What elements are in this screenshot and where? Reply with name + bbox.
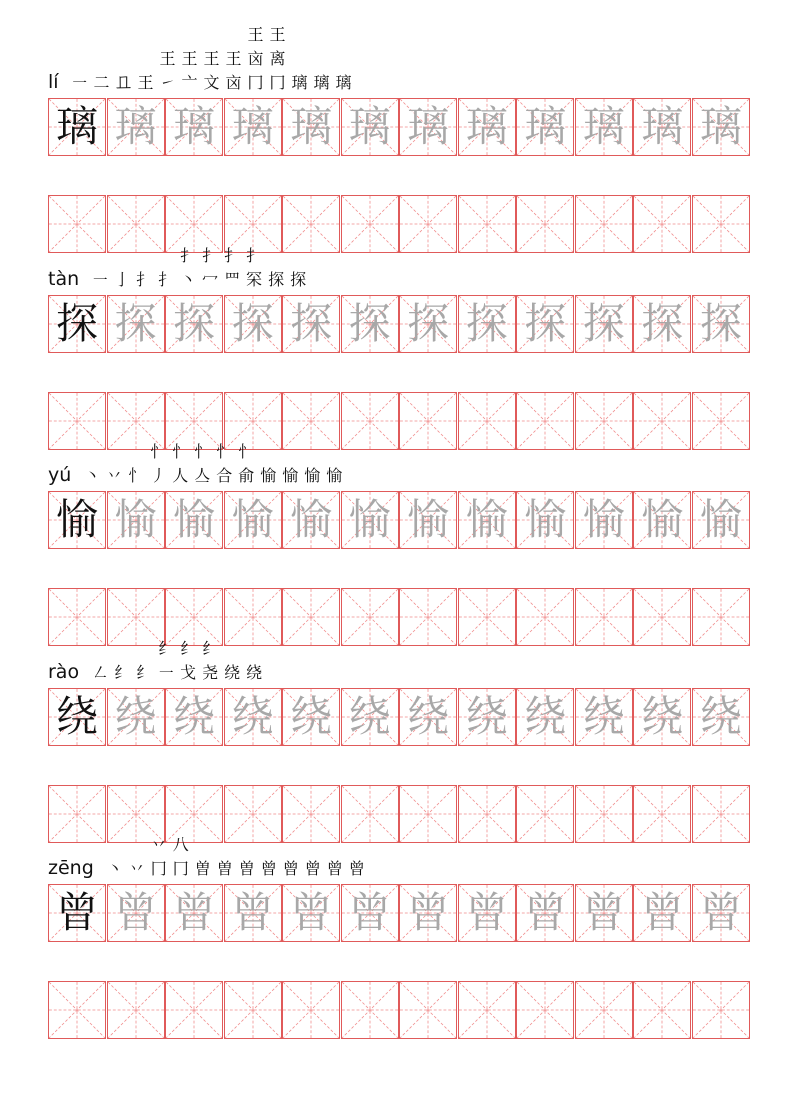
grid-cell[interactable] <box>399 195 457 253</box>
pinyin-stroke-line <box>48 442 345 488</box>
grid-cell[interactable] <box>692 785 750 843</box>
trace-character: 曾 <box>348 888 391 937</box>
grid-cell[interactable] <box>48 98 106 156</box>
tracing-row <box>48 491 752 549</box>
grid-cell[interactable] <box>399 491 457 549</box>
trace-character: 探 <box>524 299 567 348</box>
grid-cell[interactable] <box>224 491 282 549</box>
grid-cell[interactable] <box>399 785 457 843</box>
trace-character: 绕 <box>290 692 333 741</box>
stroke-step: 王 <box>137 73 154 92</box>
trace-character: 愉 <box>641 495 684 544</box>
grid-cell[interactable] <box>165 884 223 942</box>
grid-cell[interactable] <box>692 392 750 450</box>
grid-cell[interactable] <box>458 195 516 253</box>
stroke-step: 曾 <box>326 859 343 878</box>
grid-cell[interactable] <box>224 884 282 942</box>
grid-cell[interactable] <box>692 98 750 156</box>
stroke-step: 纟㇐ <box>158 639 175 682</box>
stroke-step: 王亠 <box>181 49 198 92</box>
trace-character: 璃 <box>290 102 333 151</box>
trace-character: 曾 <box>290 888 333 937</box>
stroke-step: 丷 <box>106 466 123 485</box>
trace-character: 绕 <box>114 692 157 741</box>
grid-cell[interactable] <box>458 392 516 450</box>
pinyin-stroke-line <box>48 25 355 95</box>
character-section <box>48 442 752 638</box>
trace-character: 愉 <box>524 495 567 544</box>
trace-character: 绕 <box>407 692 450 741</box>
mi-grid-guides <box>517 196 573 252</box>
stroke-step: 𠀃 <box>115 73 132 92</box>
stroke-step: 绕 <box>224 663 241 682</box>
mi-grid-guides <box>576 589 632 645</box>
trace-character: 曾 <box>465 888 508 937</box>
grid-cell[interactable] <box>282 981 340 1039</box>
grid-cell[interactable] <box>633 195 691 253</box>
grid-cell[interactable] <box>107 981 165 1039</box>
trace-character: 璃 <box>641 102 684 151</box>
stroke-step: 丶 <box>106 859 123 878</box>
stroke-step: 探 <box>290 270 307 289</box>
mi-grid-guides <box>108 982 164 1038</box>
stroke-step: 扌冖 <box>202 246 219 289</box>
stroke-step: 忄人 <box>172 442 189 485</box>
stroke-step: 忄丿 <box>150 442 167 485</box>
stroke-step: 忄俞 <box>238 442 255 485</box>
stroke-step: 曽 <box>194 859 211 878</box>
stroke-step: 忄亼 <box>194 442 211 485</box>
blank-practice-row <box>48 981 752 1039</box>
grid-cell[interactable] <box>458 491 516 549</box>
mi-grid-guides <box>400 196 456 252</box>
grid-cell[interactable] <box>48 884 106 942</box>
grid-cell[interactable] <box>458 588 516 646</box>
mi-grid-guides <box>576 196 632 252</box>
trace-character: 探 <box>407 299 450 348</box>
mi-grid-guides <box>517 786 573 842</box>
trace-character: 璃 <box>699 102 742 151</box>
grid-cell[interactable] <box>282 688 340 746</box>
mi-grid-guides <box>517 589 573 645</box>
grid-cell[interactable] <box>399 98 457 156</box>
trace-character: 绕 <box>582 692 625 741</box>
grid-cell[interactable] <box>224 981 282 1039</box>
grid-cell[interactable] <box>165 981 223 1039</box>
stroke-step: 丷冂 <box>150 835 167 878</box>
tracing-row <box>48 295 752 353</box>
trace-character: 曾 <box>231 888 274 937</box>
grid-cell[interactable] <box>282 588 340 646</box>
grid-cell[interactable] <box>165 98 223 156</box>
stroke-step: 王文 <box>203 49 220 92</box>
grid-cell[interactable] <box>458 884 516 942</box>
pinyin-stroke-line <box>48 639 265 685</box>
grid-cell[interactable] <box>224 688 282 746</box>
grid-cell[interactable] <box>107 98 165 156</box>
model-character: 绕 <box>55 692 98 741</box>
grid-cell[interactable] <box>633 98 691 156</box>
grid-cell[interactable] <box>692 981 750 1039</box>
mi-grid-guides <box>342 982 398 1038</box>
grid-cell[interactable] <box>165 295 223 353</box>
stroke-step: 曾 <box>304 859 321 878</box>
grid-cell[interactable] <box>458 785 516 843</box>
trace-character: 愉 <box>699 495 742 544</box>
model-character: 愉 <box>55 495 98 544</box>
tracing-row <box>48 98 752 156</box>
grid-cell[interactable] <box>575 884 633 942</box>
stroke-order-sequence <box>89 637 265 685</box>
trace-character: 璃 <box>173 102 216 151</box>
stroke-step: 探 <box>268 270 285 289</box>
stroke-order-sequence <box>69 23 355 95</box>
grid-cell[interactable] <box>48 688 106 746</box>
grid-cell[interactable] <box>516 98 574 156</box>
trace-character: 愉 <box>407 495 450 544</box>
grid-cell[interactable] <box>633 688 691 746</box>
stroke-step: 亅 <box>114 270 131 289</box>
stroke-order-sequence <box>89 244 309 292</box>
grid-cell[interactable] <box>282 98 340 156</box>
pinyin-label: tàn <box>48 268 80 290</box>
grid-cell[interactable] <box>575 195 633 253</box>
stroke-step: 王㇀ <box>159 49 176 92</box>
stroke-step: 扌罙 <box>246 246 263 289</box>
trace-character: 探 <box>641 299 684 348</box>
character-section <box>48 25 752 245</box>
mi-grid-guides <box>400 982 456 1038</box>
mi-grid-guides <box>166 982 222 1038</box>
grid-cell[interactable] <box>224 295 282 353</box>
trace-character: 绕 <box>173 692 216 741</box>
stroke-step: 扌罒 <box>224 246 241 289</box>
trace-character: 愉 <box>173 495 216 544</box>
grid-cell[interactable] <box>575 392 633 450</box>
mi-grid-guides <box>634 393 690 449</box>
mi-grid-guides <box>576 393 632 449</box>
trace-character: 绕 <box>699 692 742 741</box>
trace-character: 探 <box>348 299 391 348</box>
stroke-step: 愉 <box>326 466 343 485</box>
mi-grid-guides <box>459 393 515 449</box>
stroke-step: 王离冂 <box>269 25 286 92</box>
stroke-order-sequence <box>81 440 345 488</box>
grid-cell[interactable] <box>575 295 633 353</box>
tracing-row <box>48 884 752 942</box>
grid-cell[interactable] <box>107 295 165 353</box>
trace-character: 曾 <box>407 888 450 937</box>
grid-cell[interactable] <box>341 392 399 450</box>
pinyin-stroke-line <box>48 835 368 881</box>
grid-cell[interactable] <box>516 392 574 450</box>
grid-cell[interactable] <box>341 588 399 646</box>
grid-cell[interactable] <box>165 688 223 746</box>
mi-grid-guides <box>283 589 339 645</box>
trace-character: 曾 <box>641 888 684 937</box>
trace-character: 璃 <box>524 102 567 151</box>
grid-cell[interactable] <box>165 491 223 549</box>
mi-grid-guides <box>49 786 105 842</box>
grid-cell[interactable] <box>48 295 106 353</box>
stroke-step: 纟 <box>114 663 131 682</box>
mi-grid-guides <box>693 393 749 449</box>
mi-grid-guides <box>576 982 632 1038</box>
stroke-step: 曾 <box>260 859 277 878</box>
grid-cell[interactable] <box>575 688 633 746</box>
stroke-step: ㇐ <box>71 73 88 92</box>
mi-grid-guides <box>459 982 515 1038</box>
grid-cell[interactable] <box>692 491 750 549</box>
stroke-step: 王㐫冂 <box>247 25 264 92</box>
mi-grid-guides <box>342 393 398 449</box>
trace-character: 绕 <box>465 692 508 741</box>
mi-grid-guides <box>400 393 456 449</box>
grid-cell[interactable] <box>399 295 457 353</box>
grid-cell[interactable] <box>633 785 691 843</box>
grid-cell[interactable] <box>692 688 750 746</box>
pinyin-label: lí <box>48 71 59 93</box>
trace-character: 探 <box>114 299 157 348</box>
stroke-step: 丷 <box>128 859 145 878</box>
mi-grid-guides <box>400 589 456 645</box>
stroke-step: 纟尧 <box>202 639 219 682</box>
grid-cell[interactable] <box>692 295 750 353</box>
pinyin-label: yú <box>48 464 72 486</box>
mi-grid-guides <box>342 589 398 645</box>
mi-grid-guides <box>400 786 456 842</box>
grid-cell[interactable] <box>516 785 574 843</box>
trace-character: 璃 <box>114 102 157 151</box>
grid-cell[interactable] <box>516 295 574 353</box>
pinyin-label: zēng <box>48 857 94 879</box>
grid-cell[interactable] <box>633 588 691 646</box>
trace-character: 璃 <box>231 102 274 151</box>
mi-grid-guides <box>459 786 515 842</box>
trace-character: 探 <box>465 299 508 348</box>
character-section <box>48 246 752 442</box>
grid-cell[interactable] <box>399 588 457 646</box>
pinyin-stroke-line <box>48 246 309 292</box>
mi-grid-guides <box>283 982 339 1038</box>
stroke-step: 愉 <box>260 466 277 485</box>
grid-cell[interactable] <box>107 688 165 746</box>
grid-cell[interactable] <box>458 295 516 353</box>
grid-cell[interactable] <box>341 981 399 1039</box>
mi-grid-guides <box>693 196 749 252</box>
character-section <box>48 835 752 1031</box>
grid-cell[interactable] <box>282 295 340 353</box>
stroke-step: 扌 <box>136 270 153 289</box>
model-character: 璃 <box>55 102 98 151</box>
grid-cell[interactable] <box>458 98 516 156</box>
grid-cell[interactable] <box>692 588 750 646</box>
grid-cell[interactable] <box>633 491 691 549</box>
trace-character: 探 <box>699 299 742 348</box>
grid-cell[interactable] <box>341 98 399 156</box>
grid-cell[interactable] <box>692 884 750 942</box>
trace-character: 愉 <box>465 495 508 544</box>
mi-grid-guides <box>49 982 105 1038</box>
trace-character: 曾 <box>699 888 742 937</box>
mi-grid-guides <box>517 982 573 1038</box>
stroke-step: 纟戈 <box>180 639 197 682</box>
stroke-step: 扌丶 <box>180 246 197 289</box>
grid-cell[interactable] <box>341 195 399 253</box>
stroke-step: 丶 <box>84 466 101 485</box>
stroke-step: 曽 <box>216 859 233 878</box>
trace-character: 探 <box>582 299 625 348</box>
grid-cell[interactable] <box>399 392 457 450</box>
stroke-step: 扌 <box>158 270 175 289</box>
trace-character: 探 <box>231 299 274 348</box>
grid-cell[interactable] <box>516 491 574 549</box>
grid-cell[interactable] <box>633 884 691 942</box>
trace-character: 探 <box>173 299 216 348</box>
mi-grid-guides <box>342 196 398 252</box>
grid-cell[interactable] <box>516 195 574 253</box>
trace-character: 绕 <box>641 692 684 741</box>
grid-cell[interactable] <box>107 491 165 549</box>
trace-character: 愉 <box>231 495 274 544</box>
trace-character: 曾 <box>173 888 216 937</box>
grid-cell[interactable] <box>341 688 399 746</box>
grid-cell[interactable] <box>48 491 106 549</box>
trace-character: 愉 <box>582 495 625 544</box>
mi-grid-guides <box>634 589 690 645</box>
stroke-step: 璃 <box>291 73 308 92</box>
stroke-step: 愉 <box>282 466 299 485</box>
grid-cell[interactable] <box>633 295 691 353</box>
stroke-step: 忄 <box>128 466 145 485</box>
grid-cell[interactable] <box>516 688 574 746</box>
grid-cell[interactable] <box>48 981 106 1039</box>
trace-character: 曾 <box>524 888 567 937</box>
grid-cell[interactable] <box>575 785 633 843</box>
mi-grid-guides <box>225 982 281 1038</box>
grid-cell[interactable] <box>341 491 399 549</box>
grid-cell[interactable] <box>516 884 574 942</box>
mi-grid-guides <box>634 982 690 1038</box>
trace-character: 绕 <box>348 692 391 741</box>
grid-cell[interactable] <box>282 884 340 942</box>
grid-cell[interactable] <box>516 981 574 1039</box>
mi-grid-guides <box>693 982 749 1038</box>
mi-grid-guides <box>693 786 749 842</box>
grid-cell[interactable] <box>516 588 574 646</box>
trace-character: 愉 <box>114 495 157 544</box>
grid-cell[interactable] <box>48 785 106 843</box>
stroke-step: 八冂 <box>172 835 189 878</box>
trace-character: 绕 <box>231 692 274 741</box>
stroke-step: 绕 <box>246 663 263 682</box>
grid-cell[interactable] <box>399 688 457 746</box>
grid-cell[interactable] <box>399 884 457 942</box>
grid-cell[interactable] <box>341 884 399 942</box>
grid-cell[interactable] <box>575 98 633 156</box>
tracing-row <box>48 688 752 746</box>
stroke-step: 曾 <box>348 859 365 878</box>
stroke-step: 愉 <box>304 466 321 485</box>
stroke-order-sequence <box>104 833 368 881</box>
stroke-step: 忄合 <box>216 442 233 485</box>
model-character: 曾 <box>55 888 98 937</box>
mi-grid-guides <box>693 589 749 645</box>
stroke-step: ㇐ <box>92 270 109 289</box>
grid-cell[interactable] <box>399 981 457 1039</box>
grid-cell[interactable] <box>575 491 633 549</box>
grid-cell[interactable] <box>633 392 691 450</box>
mi-grid-guides <box>459 196 515 252</box>
character-section <box>48 639 752 835</box>
trace-character: 探 <box>290 299 333 348</box>
trace-character: 愉 <box>290 495 333 544</box>
grid-cell[interactable] <box>458 688 516 746</box>
stroke-step: ㇜ <box>92 663 109 682</box>
trace-character: 愉 <box>348 495 391 544</box>
stroke-step: 二 <box>93 73 110 92</box>
pinyin-label: rào <box>48 661 80 683</box>
grid-cell[interactable] <box>575 981 633 1039</box>
grid-cell[interactable] <box>224 98 282 156</box>
grid-cell[interactable] <box>282 491 340 549</box>
stroke-step: 曽 <box>238 859 255 878</box>
stroke-step: 璃 <box>313 73 330 92</box>
trace-character: 曾 <box>582 888 625 937</box>
mi-grid-guides <box>576 786 632 842</box>
stroke-step: 曾 <box>282 859 299 878</box>
mi-grid-guides <box>634 196 690 252</box>
trace-character: 绕 <box>524 692 567 741</box>
trace-character: 璃 <box>407 102 450 151</box>
grid-cell[interactable] <box>575 588 633 646</box>
grid-cell[interactable] <box>458 981 516 1039</box>
grid-cell[interactable] <box>692 195 750 253</box>
grid-cell[interactable] <box>633 981 691 1039</box>
trace-character: 曾 <box>114 888 157 937</box>
grid-cell[interactable] <box>107 884 165 942</box>
model-character: 探 <box>55 299 98 348</box>
mi-grid-guides <box>517 393 573 449</box>
mi-grid-guides <box>634 786 690 842</box>
stroke-step: 王㐫 <box>225 49 242 92</box>
trace-character: 璃 <box>582 102 625 151</box>
trace-character: 璃 <box>465 102 508 151</box>
stroke-step: 纟 <box>136 663 153 682</box>
mi-grid-guides <box>459 589 515 645</box>
stroke-step: 璃 <box>335 73 352 92</box>
grid-cell[interactable] <box>341 295 399 353</box>
trace-character: 璃 <box>348 102 391 151</box>
